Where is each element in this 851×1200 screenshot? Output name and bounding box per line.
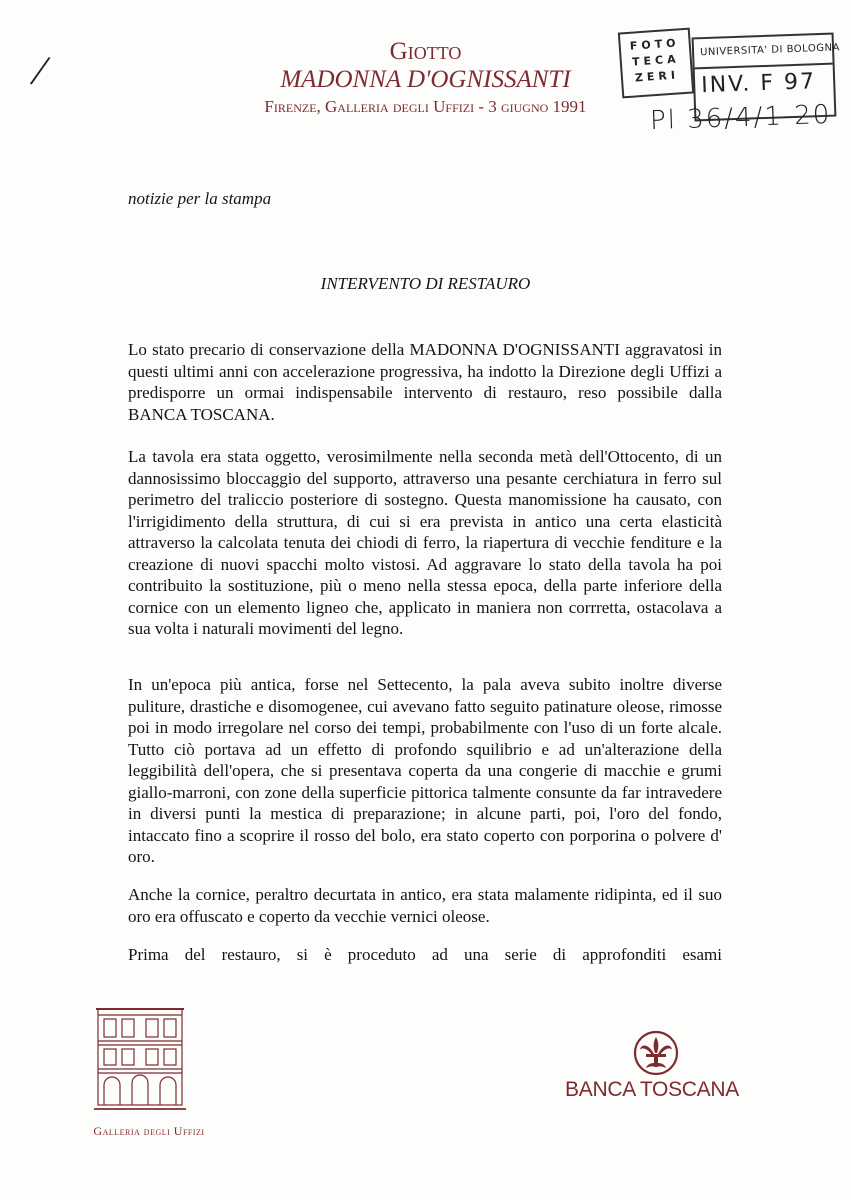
paragraph-3: In un'epoca più antica, forse nel Settecento, la pala aveva subito inoltre diverse puliture, drastiche e disomogenee, cui avevano fatto seguito patinature oleose, rimosse poi in modo irregolare nel corso dei tempi, probabilmente con l'uso di un forte alcale. Tutto ciò portava ad un effetto di profondo squilibrio e ad un'alterazione della leggibilità dell'opera, che si presentava coperta da una congerie di macchie e grumi giallo-marroni, con zone della superficie pittorica talmente consunte da far intravedere in diversi punti la mestica di preparazione; in alcune parti, poi, l'oro del fondo, intaccato fino a scoprire il rosso del bolo, era stato coperto con porporina o polvere d' oro.	[128, 675, 722, 866]
header-artwork-title: MADONNA D'OGNISSANTI	[280, 66, 571, 93]
fototeca-line-2: TECA	[631, 52, 681, 69]
paragraph-5: Prima del restauro, si è proceduto ad una serie di approfonditi esami	[128, 945, 722, 964]
inventory-number: INV. F 97	[700, 69, 817, 99]
handwritten-catalog-number: Pl 36/4/1-20	[649, 99, 832, 137]
paragraph-4: Anche la cornice, peraltro decurtata in antico, era stata malamente ridipinta, ed il suo oro era offuscato e coperto da vecchie vernici oleose.	[128, 885, 722, 926]
header-venue-date: Firenze, Galleria degli Uffizi - 3 giugno 1991	[264, 97, 587, 116]
press-label: notizie per la stampa	[128, 189, 272, 208]
banca-toscana-lily-logo	[624, 1029, 688, 1077]
handwritten-slash: /	[27, 46, 55, 94]
header-artist: Giotto	[389, 38, 462, 65]
uffizi-gallery-caption: Galleria degli Uffizi	[93, 1124, 205, 1138]
section-title: INTERVENTO DI RESTAURO	[320, 274, 531, 293]
fototeca-line-3: ZERI	[634, 68, 680, 85]
fototeca-line-1: FOTO	[629, 36, 680, 53]
banca-toscana-name: BANCA TOSCANA	[565, 1078, 739, 1101]
university-name: UNIVERSITA' DI BOLOGNA	[699, 42, 841, 59]
uffizi-building-logo	[94, 1005, 186, 1113]
paragraph-1: Lo stato precario di conservazione della MADONNA D'OGNISSANTI aggravatosi in questi ultimi anni con accelerazione progressiva, ha indotto la Direzione degli Uffizi a predisporre un ormai indispensabile intervento di restauro, reso possibile dalla BANCA TOSCANA.	[128, 340, 722, 424]
fototeca-stamp	[618, 28, 694, 99]
paragraph-2: La tavola era stata oggetto, verosimilmente nella seconda metà dell'Ottocento, di un dannosissimo bloccaggio del supporto, attraverso una pesante cerchiatura in ferro sul perimetro del traliccio posteriore di sostegno. Questa manomissione ha causato, con l'irrigidimento della struttura, di cui si era prevista in antico una certa elasticità attraverso la calcolata tenuta dei chiodi di ferro, la riapertura di vecchie fenditure e la creazione di nuovi spacchi molto vistosi. Ad aggravare lo stato della tavola ha poi contribuito la sostituzione, più o meno nella stessa epoca, della parte inferiore della cornice con un elemento ligneo che, applicato in maniera non corrretta, ostacolava a sua volta i naturali movimenti del legno.	[128, 447, 722, 638]
